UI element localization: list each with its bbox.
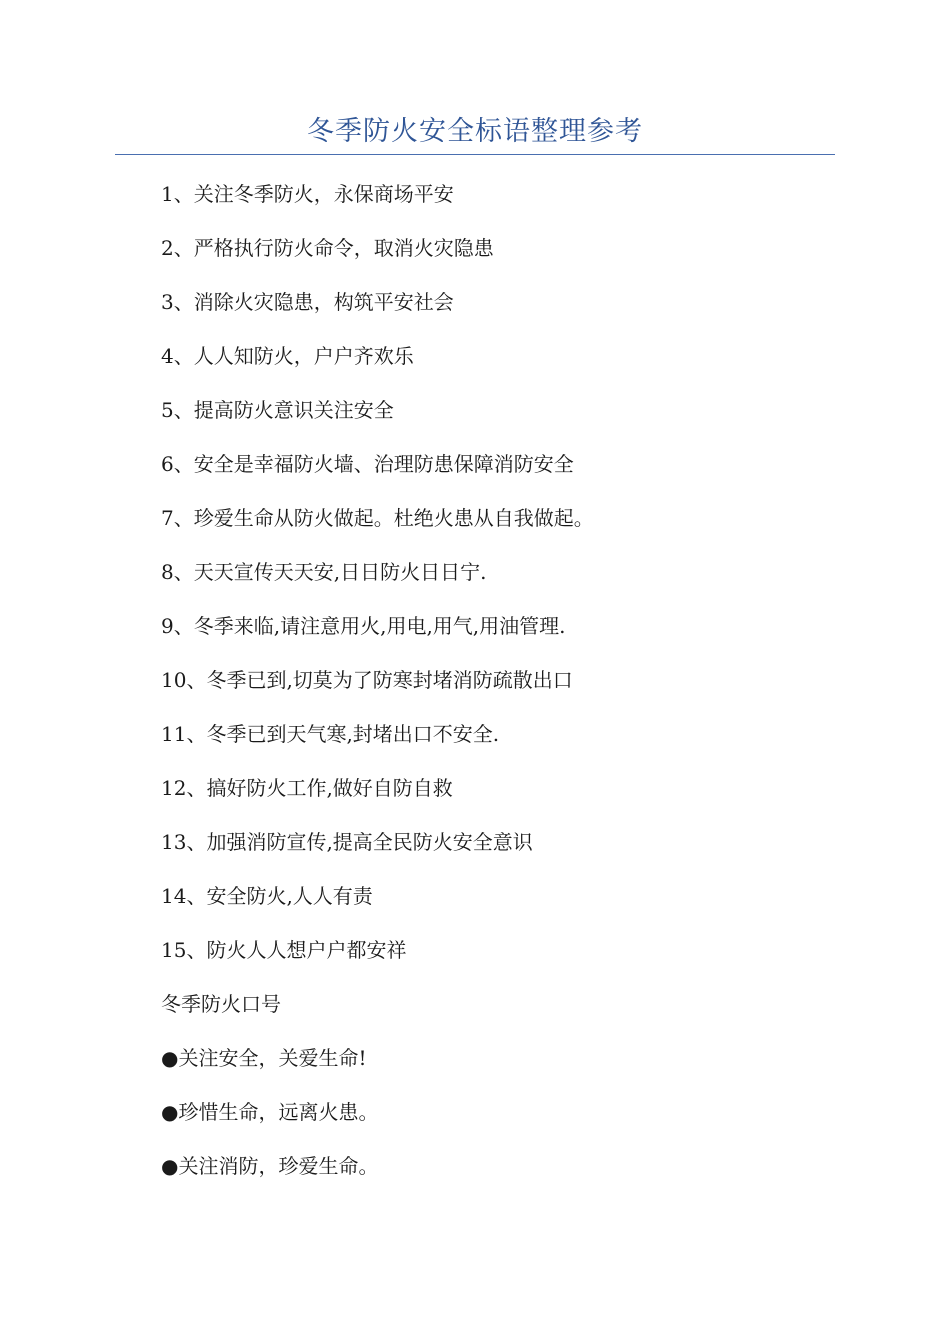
slogan-line-3: 3、消除火灾隐患，构筑平安社会 [161,290,454,314]
title-underline [115,154,835,155]
slogan-line-7: 7、珍爱生命从防火做起。杜绝火患从自我做起。 [161,506,594,530]
slogan-line-14: 14、安全防火,人人有责 [161,884,373,908]
slogan-line-1: 1、关注冬季防火，永保商场平安 [161,182,454,206]
slogan-line-11: 11、冬季已到天气寒,封堵出口不安全. [161,722,500,746]
document-title: 冬季防火安全标语整理参考 [307,116,643,147]
bullet-slogan-2: ●珍惜生命，远离火患。 [161,1100,379,1124]
slogan-line-9: 9、冬季来临,请注意用火,用电,用气,用油管理. [161,614,566,638]
bullet-slogan-1: ●关注安全，关爱生命! [161,1046,367,1070]
slogan-line-13: 13、加强消防宣传,提高全民防火安全意识 [161,830,533,854]
slogan-line-2: 2、严格执行防火命令，取消火灾隐患 [161,236,494,260]
slogan-line-8: 8、天天宣传天天安,日日防火日日宁. [161,560,487,584]
section-heading-winter-slogans: 冬季防火口号 [161,992,281,1016]
bullet-slogan-3: ●关注消防，珍爱生命。 [161,1154,379,1178]
slogan-line-5: 5、提高防火意识关注安全 [161,398,394,422]
slogan-list [161,176,841,1202]
slogan-line-12: 12、搞好防火工作,做好自防自救 [161,776,453,800]
slogan-line-10: 10、冬季已到,切莫为了防寒封堵消防疏散出口 [161,668,573,692]
slogan-line-4: 4、人人知防火，户户齐欢乐 [161,344,414,368]
slogan-line-15: 15、防火人人想户户都安祥 [161,938,407,962]
slogan-line-6: 6、安全是幸福防火墙、治理防患保障消防安全 [161,452,574,476]
